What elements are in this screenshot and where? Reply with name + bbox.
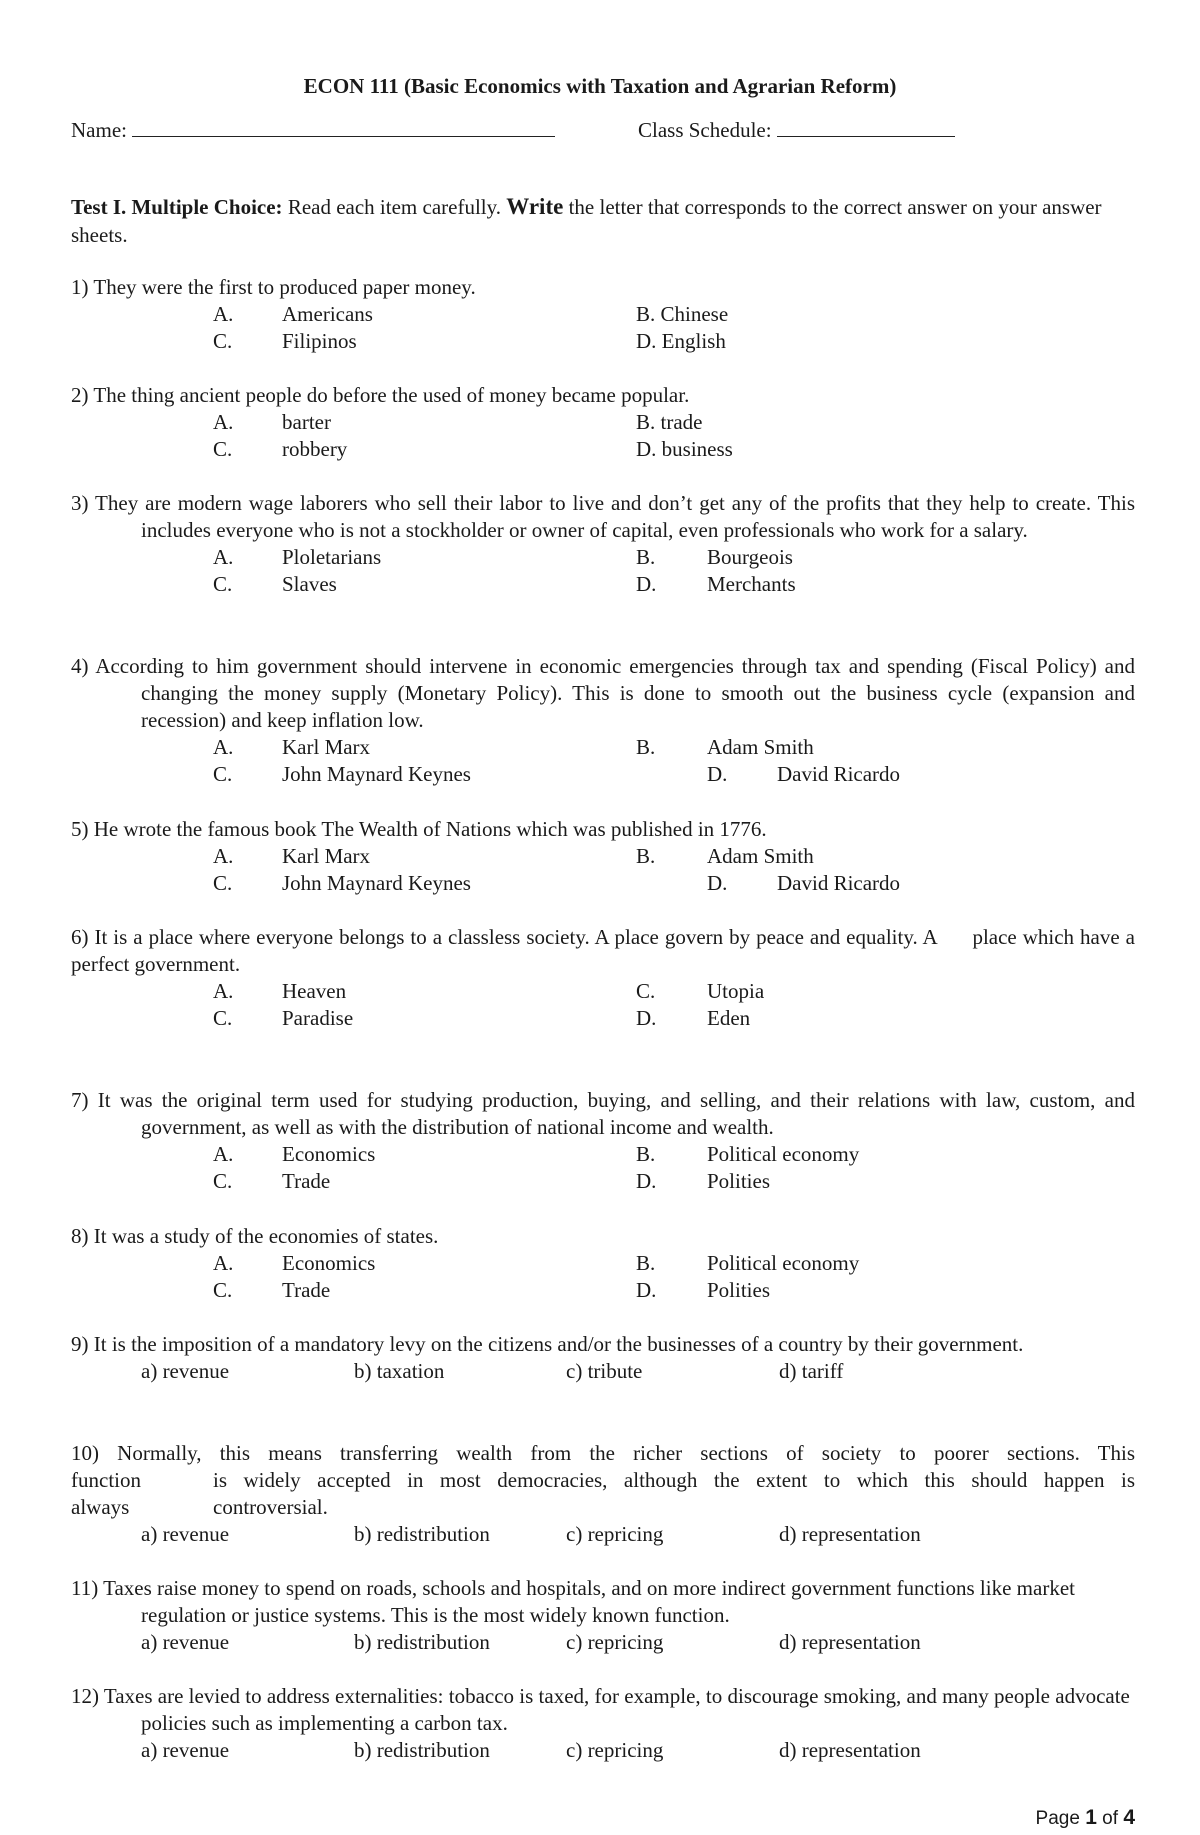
question-stem: 3) They are modern wage laborers who sell their labor to live and don’t get any of the profits that they help to create. This includes everyone who is not a stockholder or owner of capital, even professionals who work for a salary.: [71, 491, 1135, 542]
question-11: [71, 1575, 1135, 1656]
name-field: [71, 116, 555, 143]
option-letter: C.: [213, 329, 233, 353]
choice-a: a) revenue: [141, 1630, 230, 1654]
option-text: John Maynard Keynes: [282, 762, 471, 786]
choice-d: d) tariff: [779, 1359, 844, 1383]
question-3: [71, 490, 1135, 598]
option-letter: A.: [213, 735, 234, 759]
question-stem: 5) He wrote the famous book The Wealth of Nations which was published in 1776.: [71, 817, 767, 841]
option-letter: B.: [636, 735, 656, 759]
option-letter: C.: [636, 979, 656, 1003]
test-label: Test I. Multiple Choice:: [71, 195, 283, 219]
option-letter: C.: [213, 572, 233, 596]
option-letter: A.: [213, 302, 234, 326]
option-text: Heaven: [282, 979, 347, 1003]
option-letter: D.: [636, 1006, 657, 1030]
option-text: Merchants: [707, 572, 796, 596]
option-text: Economics: [282, 1142, 376, 1166]
option-letter: D.: [636, 572, 657, 596]
option-text: Adam Smith: [707, 844, 814, 868]
option-letter: C.: [213, 1278, 233, 1302]
choice-b: b) redistribution: [354, 1522, 490, 1546]
write-word: Write: [506, 194, 564, 219]
option-letter: C.: [213, 437, 233, 461]
choice-c: c) repricing: [566, 1738, 664, 1762]
question-4: [71, 653, 1135, 788]
question-stem-line-3b: controversial.: [213, 1495, 328, 1519]
question-6: [71, 924, 1141, 1032]
option-text: David Ricardo: [777, 762, 901, 786]
choice-b: b) redistribution: [354, 1630, 490, 1654]
question-stem: 11) Taxes raise money to spend on roads, schools and hospitals, and on more indirect government functions like market regulation or justice systems. This is the most widely known function.: [71, 1576, 1075, 1627]
option-text: D. English: [636, 329, 726, 353]
option-text: Trade: [282, 1278, 331, 1302]
question-stem-line-1: 10) Normally, this means transferring wealth from the richer sections of society to poorer sections. This: [71, 1441, 1135, 1465]
option-letter: D.: [707, 871, 728, 895]
question-7: [71, 1087, 1135, 1195]
option-letter: D.: [636, 1169, 657, 1193]
choice-c: c) repricing: [566, 1630, 664, 1654]
choice-c: c) repricing: [566, 1522, 664, 1546]
option-letter: A.: [213, 545, 234, 569]
question-stem: 6) It is a place where everyone belongs to a classless society. A place govern by peace and equality. A place which have a perfect government.: [71, 925, 1141, 976]
option-text: Americans: [282, 302, 373, 326]
option-letter: C.: [213, 1169, 233, 1193]
option-text: Political economy: [707, 1142, 860, 1166]
option-text: Adam Smith: [707, 735, 814, 759]
question-stem: 2) The thing ancient people do before the used of money became popular.: [71, 383, 690, 407]
exam-title: ECON 111 (Basic Economics with Taxation and Agrarian Reform): [303, 74, 897, 98]
choice-b: b) taxation: [354, 1359, 445, 1383]
question-12: [71, 1683, 1135, 1764]
choice-c: c) tribute: [566, 1359, 643, 1383]
option-text: Polities: [707, 1278, 771, 1302]
option-text: Eden: [707, 1006, 751, 1030]
option-text: Paradise: [282, 1006, 354, 1030]
question-stem-line-2a: function: [71, 1468, 141, 1492]
option-letter: D.: [707, 762, 728, 786]
option-text: David Ricardo: [777, 871, 901, 895]
option-letter: A.: [213, 844, 234, 868]
question-stem: 9) It is the imposition of a mandatory levy on the citizens and/or the businesses of a country by their government.: [71, 1332, 1024, 1356]
option-text: barter: [282, 410, 331, 434]
option-text: D. business: [636, 437, 733, 461]
question-8: [71, 1223, 1135, 1304]
option-letter: C.: [213, 762, 233, 786]
class-schedule-label: Class Schedule:: [638, 118, 772, 142]
option-letter: C.: [213, 871, 233, 895]
question-2: [71, 382, 1135, 463]
question-stem: 8) It was a study of the economies of states.: [71, 1224, 439, 1248]
question-stem-line-2b: is widely accepted in most democracies, although the extent to which this should happen is: [213, 1468, 1135, 1492]
question-stem: 4) According to him government should intervene in economic emergencies through tax and spending (Fiscal Policy) and changing the money supply (Monetary Policy). This is done to smooth out the business cycle (expansion and recession) and keep inflation low.: [71, 654, 1135, 732]
choice-b: b) redistribution: [354, 1738, 490, 1762]
option-letter: B.: [636, 545, 656, 569]
total-pages: 4: [1123, 1806, 1135, 1829]
name-label: Name:: [71, 118, 127, 142]
option-letter: C.: [213, 1006, 233, 1030]
option-text: Filipinos: [282, 329, 357, 353]
question-stem: 1) They were the first to produced paper money.: [71, 275, 476, 299]
option-text: Bourgeois: [707, 545, 793, 569]
instructions-text-2: the letter that corresponds to the correct answer on your answer sheets.: [71, 195, 1102, 247]
option-text: Ploletarians: [282, 545, 382, 569]
option-letter: A.: [213, 1142, 234, 1166]
option-text: Karl Marx: [282, 735, 371, 759]
name-blank: [132, 116, 555, 137]
class-schedule-blank: [777, 116, 955, 137]
option-text: Polities: [707, 1169, 771, 1193]
option-text: Economics: [282, 1251, 376, 1275]
option-text: Karl Marx: [282, 844, 371, 868]
question-9: [71, 1331, 1135, 1385]
option-text: John Maynard Keynes: [282, 871, 471, 895]
question-10: [71, 1440, 1135, 1548]
option-text: B. trade: [636, 410, 703, 434]
option-text: B. Chinese: [636, 302, 729, 326]
question-stem-line-3a: always: [71, 1495, 130, 1519]
choice-a: a) revenue: [141, 1522, 230, 1546]
option-letter: B.: [636, 1251, 656, 1275]
option-letter: D.: [636, 1278, 657, 1302]
page-word: Page: [1035, 1808, 1080, 1829]
question-1: [71, 274, 1135, 355]
option-letter: A.: [213, 1251, 234, 1275]
choice-d: d) representation: [779, 1630, 921, 1654]
of-word: of: [1102, 1808, 1119, 1829]
option-text: Slaves: [282, 572, 337, 596]
class-schedule-field: [638, 116, 955, 143]
current-page: 1: [1085, 1806, 1097, 1829]
instructions: [71, 193, 1111, 249]
question-stem: 7) It was the original term used for studying production, buying, and selling, and their relations with law, custom, and government, as well as with the distribution of national income and wealth.: [71, 1088, 1135, 1139]
option-letter: A.: [213, 979, 234, 1003]
option-letter: A.: [213, 410, 234, 434]
option-letter: B.: [636, 844, 656, 868]
choice-a: a) revenue: [141, 1359, 230, 1383]
page-number: [1036, 1806, 1135, 1830]
option-text: Political economy: [707, 1251, 860, 1275]
choice-a: a) revenue: [141, 1738, 230, 1762]
instructions-text-1: Read each item carefully.: [282, 195, 507, 219]
choice-d: d) representation: [779, 1738, 921, 1762]
option-letter: B.: [636, 1142, 656, 1166]
question-stem: 12) Taxes are levied to address externalities: tobacco is taxed, for example, to discourage smoking, and many people advocate policies such as implementing a carbon tax.: [71, 1684, 1130, 1735]
choice-d: d) representation: [779, 1522, 921, 1546]
option-text: Trade: [282, 1169, 331, 1193]
option-text: Utopia: [707, 979, 765, 1003]
question-5: [71, 816, 1135, 897]
option-text: robbery: [282, 437, 348, 461]
